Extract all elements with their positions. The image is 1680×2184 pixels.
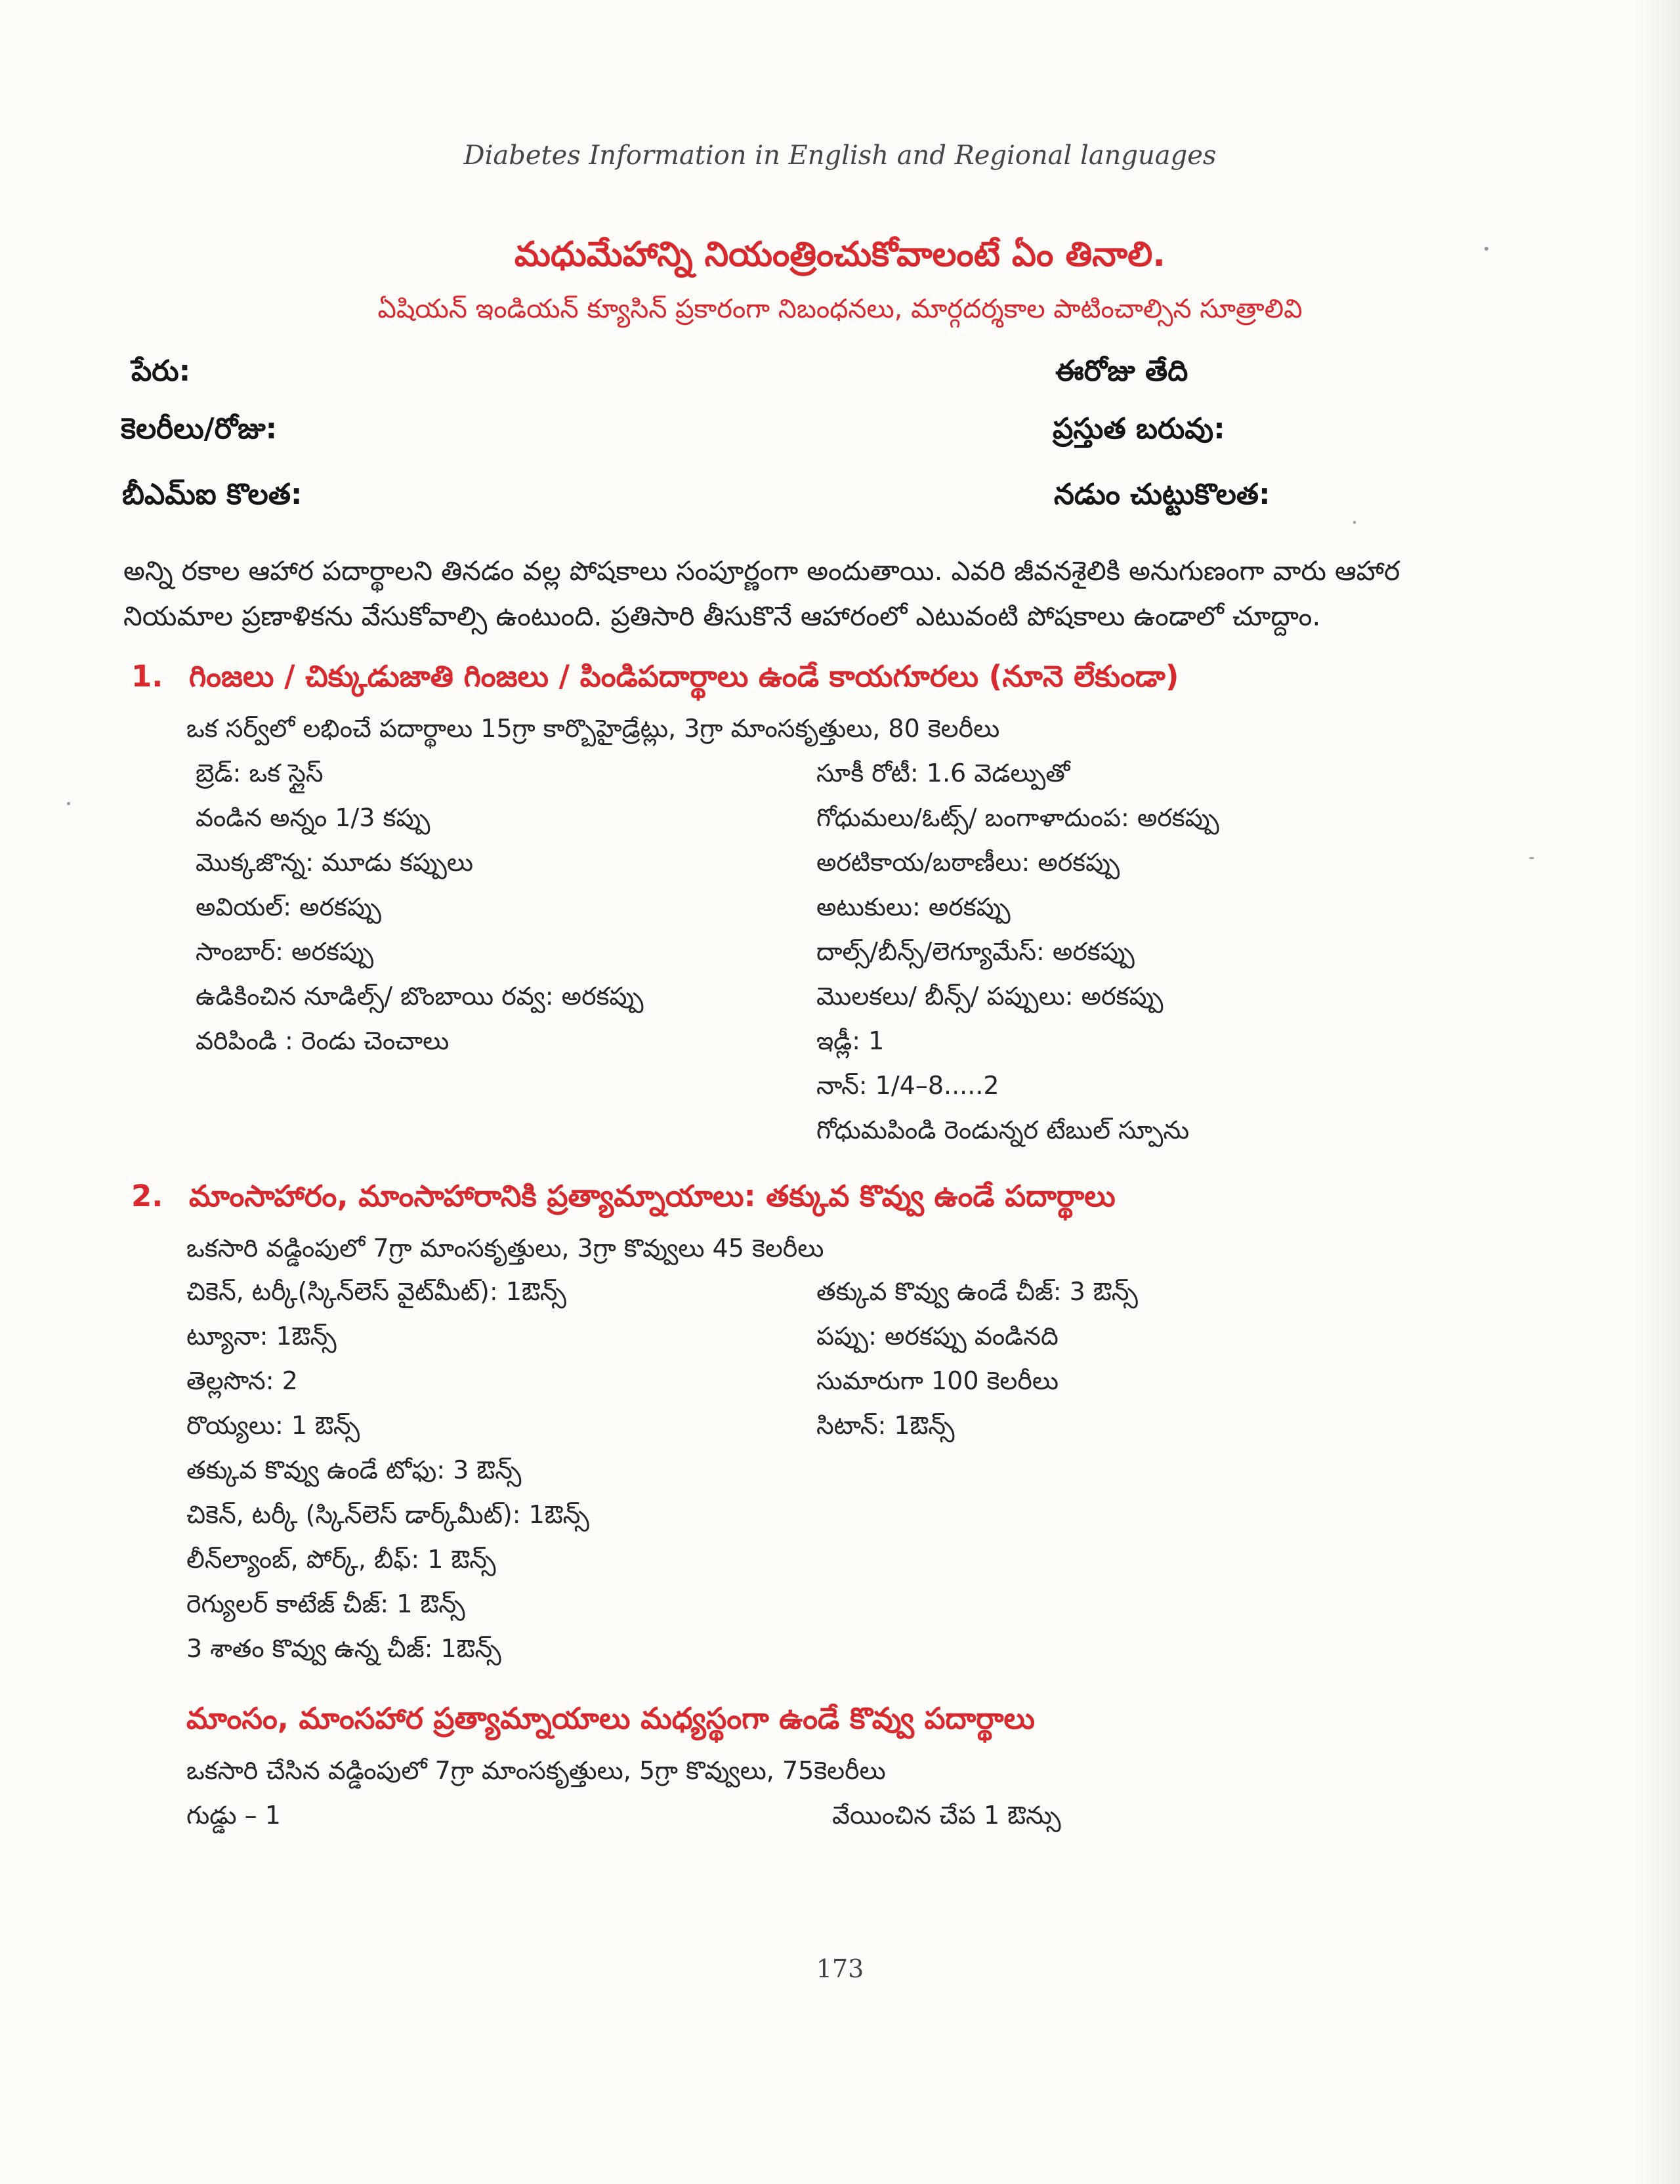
food-item: మొక్కజొన్న: మూడు కప్పులు — [196, 848, 474, 877]
food-item: వండిన అన్నం 1/3 కప్పు — [196, 803, 430, 832]
section-2-serving-note: ఒకసారి వడ్డింపులో 7గ్రా మాంసకృత్తులు, 3గ్రా కొవ్వులు 45 కెలరీలు — [186, 1234, 824, 1263]
food-item: బ్రెడ్: ఒక స్లైస్ — [196, 759, 324, 788]
food-item: ట్యూనా: 1ఔన్స్ — [186, 1322, 337, 1351]
food-item: మొలకలు/ బీన్స్/ పప్పులు: అరకప్పు — [816, 982, 1164, 1011]
field-name: పేరు: — [131, 354, 191, 388]
food-item: రెగ్యులర్ కాటేజ్ చీజ్: 1 ఔన్స్ — [186, 1589, 465, 1618]
section-3-serving-note: ఒకసారి చేసిన వడ్డింపులో 7గ్రా మాంసకృత్తులు, 5గ్రా కొవ్వులు, 75కెలరీలు — [186, 1756, 886, 1785]
section-3-heading: మాంసం, మాంసహార ప్రత్యామ్నాయాలు మధ్యస్థంగా ఉండే కొవ్వు పదార్థాలు — [186, 1701, 1035, 1736]
food-item: లీన్‌ల్యాంబ్, పోర్క్, బీఫ్: 1 ఔన్స్ — [186, 1545, 496, 1574]
food-item: గుడ్డు – 1 — [186, 1801, 281, 1830]
field-waist: నడుం చుట్టుకొలత: — [1054, 478, 1270, 511]
food-item: సిటాన్: 1ఔన్స్ — [816, 1411, 955, 1440]
scan-speck — [1353, 521, 1356, 524]
food-item: చికెన్, టర్కీ (స్కిన్‌లెస్ డార్క్‌మీట్): 1ఔన్స్ — [186, 1500, 589, 1529]
food-item: సాంబార్: అరకప్పు — [196, 937, 374, 966]
section-title: మాంసాహారం, మాంసాహారానికి ప్రత్యామ్నాయాలు: తక్కువ కొవ్వు ఉండే పదార్థాలు — [189, 1179, 1116, 1213]
food-item: గోధుమపిండి రెండున్నర టేబుల్ స్పూను — [816, 1116, 1190, 1144]
food-item: 3 శాతం కొవ్వు ఉన్న చీజ్: 1ఔన్స్ — [186, 1634, 501, 1663]
food-item: సుమారుగా 100 కెలరీలు — [816, 1366, 1059, 1395]
food-item: తక్కువ కొవ్వు ఉండే చీజ్: 3 ఔన్స్ — [816, 1277, 1138, 1306]
field-bmi: బీఎమ్ఐ కొలత: — [122, 478, 303, 511]
food-item: అరటికాయ/బఠాణీలు: అరకప్పు — [816, 848, 1120, 877]
food-item: వరిపిండి : రెండు చెంచాలు — [196, 1026, 450, 1055]
page-number: 173 — [816, 1954, 864, 1983]
food-item: పప్పు: అరకప్పు వండినది — [816, 1322, 1059, 1351]
food-item: సూకీ రోటీ: 1.6 వెడల్పుతో — [816, 759, 1070, 788]
food-item: గోధుమలు/ఓట్స్/ బంగాళాదుంప: అరకప్పు — [816, 803, 1219, 832]
food-item: నాన్: 1/4–8.....2 — [816, 1071, 999, 1100]
food-item: అటుకులు: అరకప్పు — [816, 892, 1011, 921]
food-item: చికెన్, టర్కీ(స్కిన్‌లెస్ వైట్‌మీట్): 1ఔన్స్ — [186, 1277, 566, 1306]
food-item: ఇడ్లీ: 1 — [816, 1026, 885, 1055]
field-calories-per-day: కెలరీలు/రోజు: — [121, 412, 278, 446]
section-1-serving-note: ఒక సర్వ్‌లో లభించే పదార్థాలు 15గ్రా కార్బొహైడ్రేట్లు, 3గ్రా మాంసకృత్తులు, 80 కెలరీలు — [186, 714, 1000, 743]
food-item: తక్కువ కొవ్వు ఉండే టోఫు: 3 ఔన్స్ — [186, 1456, 522, 1484]
section-1-heading — [131, 659, 1179, 701]
food-item: దాల్స్/బీన్స్/లెగ్యూమేస్: అరకప్పు — [816, 937, 1135, 966]
page-subtitle: ఏషియన్ ఇండియన్ క్యూసిన్ ప్రకారంగా నిబంధనలు, మార్గదర్శకాల పాటించాల్సిన సూత్రాలివి — [377, 294, 1303, 324]
field-current-weight: ప్రస్తుత బరువు: — [1053, 412, 1225, 446]
food-item: ఉడికించిన నూడిల్స్/ బొంబాయి రవ్వ: అరకప్పు — [196, 982, 644, 1011]
scan-speck — [1529, 857, 1534, 859]
food-item: వేయించిన చేప 1 ఔన్సు — [832, 1801, 1061, 1830]
page-title: మధుమేహాన్ని నియంత్రించుకోవాలంటే ఏం తినాలి. — [514, 235, 1166, 274]
section-number: 1. — [131, 659, 163, 694]
food-item: అవియల్: అరకప్పు — [196, 892, 381, 921]
section-2-heading — [131, 1179, 1116, 1221]
field-today-date: ఈరోజు తేది — [1055, 354, 1188, 388]
food-item: తెల్లసొన: 2 — [186, 1366, 298, 1395]
section-title: గింజలు / చిక్కుడుజాతి గింజలు / పిండిపదార్థాలు ఉండే కాయగూరలు (నూనె లేకుండా) — [189, 659, 1179, 694]
food-item: రొయ్యలు: 1 ఔన్స్ — [186, 1411, 360, 1440]
intro-line: నియమాల ప్రణాళికను వేసుకోవాల్సి ఉంటుంది. ప్రతిసారి తీసుకొనే ఆహారంలో ఎటువంటి పోషకాలు ఉండాలో చూద్దాం. — [123, 600, 1321, 632]
intro-paragraph — [123, 549, 1521, 639]
scan-speck — [67, 802, 70, 805]
running-head: Diabetes Information in English and Regional languages — [463, 140, 1217, 171]
section-number: 2. — [131, 1179, 163, 1213]
intro-line: అన్ని రకాల ఆహార పదార్థాలని తినడం వల్ల పోషకాలు సంపూర్ణంగా అందుతాయి. ఎవరి జీవనశైలికి అనుగుణంగా వారు ఆహార — [123, 555, 1400, 587]
